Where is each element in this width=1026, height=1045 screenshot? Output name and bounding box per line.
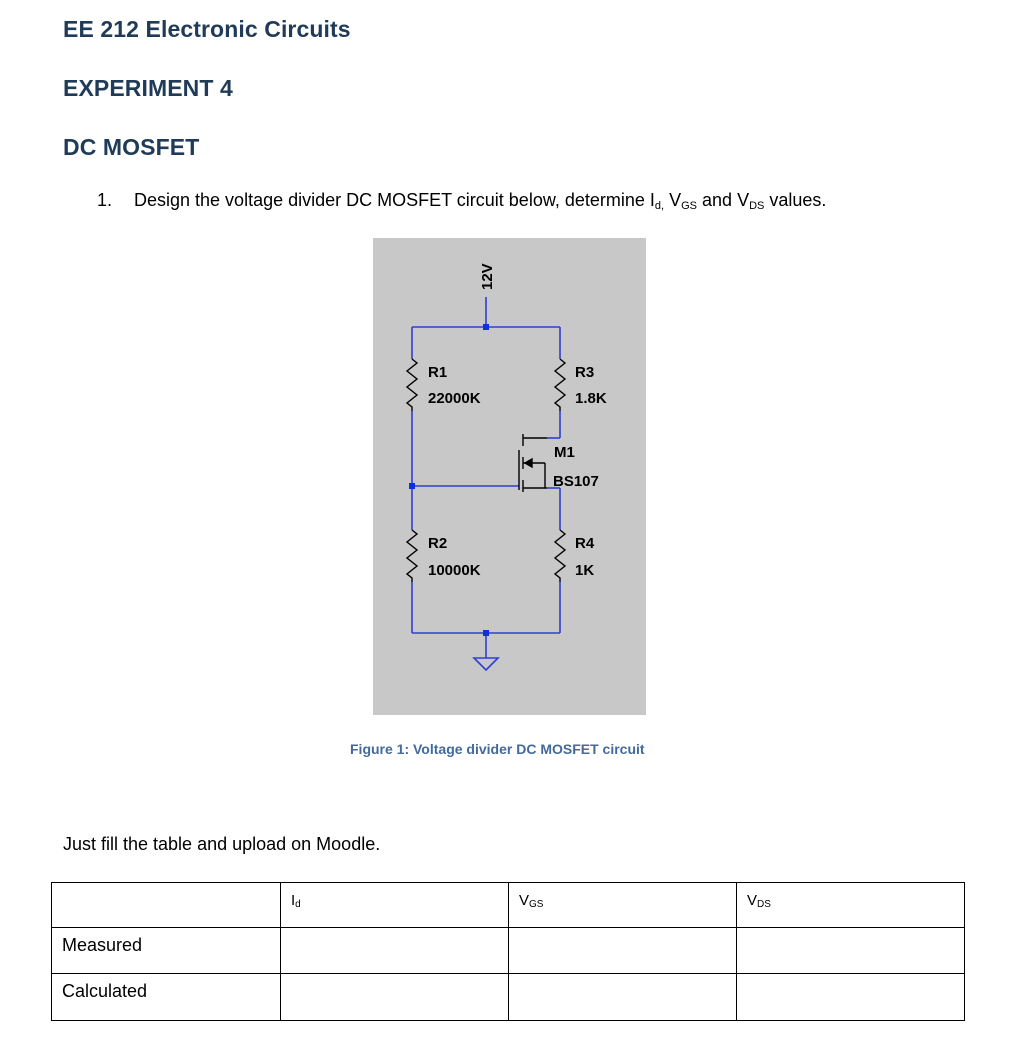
ground-icon [474, 658, 498, 670]
supply-label: 12V [479, 263, 496, 290]
m1-name: M1 [554, 444, 575, 461]
r4-zigzag [555, 530, 565, 582]
header-vds-sub: DS [757, 899, 771, 910]
node-supply [483, 324, 489, 330]
course-title: EE 212 Electronic Circuits [63, 16, 351, 42]
row-label-calculated: Calculated [52, 974, 281, 1021]
r1-value: 22000K [428, 390, 481, 407]
measured-vds-cell[interactable] [737, 928, 965, 974]
r3-value: 1.8K [575, 390, 607, 407]
header-cell-id [281, 883, 509, 928]
r4-value: 1K [575, 562, 595, 579]
topic-title: DC MOSFET [63, 134, 200, 160]
circuit-figure [373, 238, 646, 715]
question-v: V [669, 190, 682, 210]
wires [412, 297, 560, 658]
header-cell-vgs [509, 883, 737, 928]
header-cell-vds [737, 883, 965, 928]
header-vgs-main: V [519, 892, 530, 909]
question-end: values. [769, 190, 827, 210]
r2-zigzag [407, 530, 417, 582]
r2-value: 10000K [428, 562, 481, 579]
subscript-gs: GS [681, 200, 698, 212]
r3-zigzag [555, 359, 565, 411]
circuit-schematic [373, 238, 646, 715]
table-header-row [52, 883, 965, 928]
results-table [51, 882, 965, 1021]
subscript-ds: DS [749, 200, 765, 212]
calculated-vgs-cell[interactable] [509, 974, 737, 1021]
r1-name: R1 [428, 364, 448, 381]
calculated-id-cell[interactable] [281, 974, 509, 1021]
m1-part: BS107 [553, 473, 599, 490]
calculated-vds-cell[interactable] [737, 974, 965, 1021]
r1-zigzag [407, 359, 417, 411]
question-1 [97, 190, 826, 212]
measured-vgs-cell[interactable] [509, 928, 737, 974]
question-number: 1. [97, 190, 113, 210]
subscript-id: d, [654, 200, 665, 212]
node-ground [483, 630, 489, 636]
experiment-title: EXPERIMENT 4 [63, 75, 233, 101]
instruction-text: Just fill the table and upload on Moodle. [63, 834, 381, 854]
mosfet-m1 [519, 434, 547, 492]
table-row-calculated [52, 974, 965, 1021]
body-arrow [525, 459, 532, 467]
header-vds-main: V [747, 892, 758, 909]
junction-nodes [409, 324, 489, 636]
header-id-sub: d [295, 899, 301, 910]
table-row-measured [52, 928, 965, 974]
r2-name: R2 [428, 535, 448, 552]
figure-caption: Figure 1: Voltage divider DC MOSFET circuit [350, 741, 645, 757]
measured-id-cell[interactable] [281, 928, 509, 974]
header-vgs-sub: GS [529, 899, 544, 910]
header-id-main: I [291, 892, 296, 909]
r3-name: R3 [575, 364, 595, 381]
question-text: Design the voltage divider DC MOSFET circuit below, determine I [134, 190, 655, 210]
node-gate [409, 483, 415, 489]
r4-name: R4 [575, 535, 595, 552]
question-and: and V [702, 190, 750, 210]
row-label-measured: Measured [52, 928, 281, 974]
header-cell-empty [52, 883, 281, 928]
